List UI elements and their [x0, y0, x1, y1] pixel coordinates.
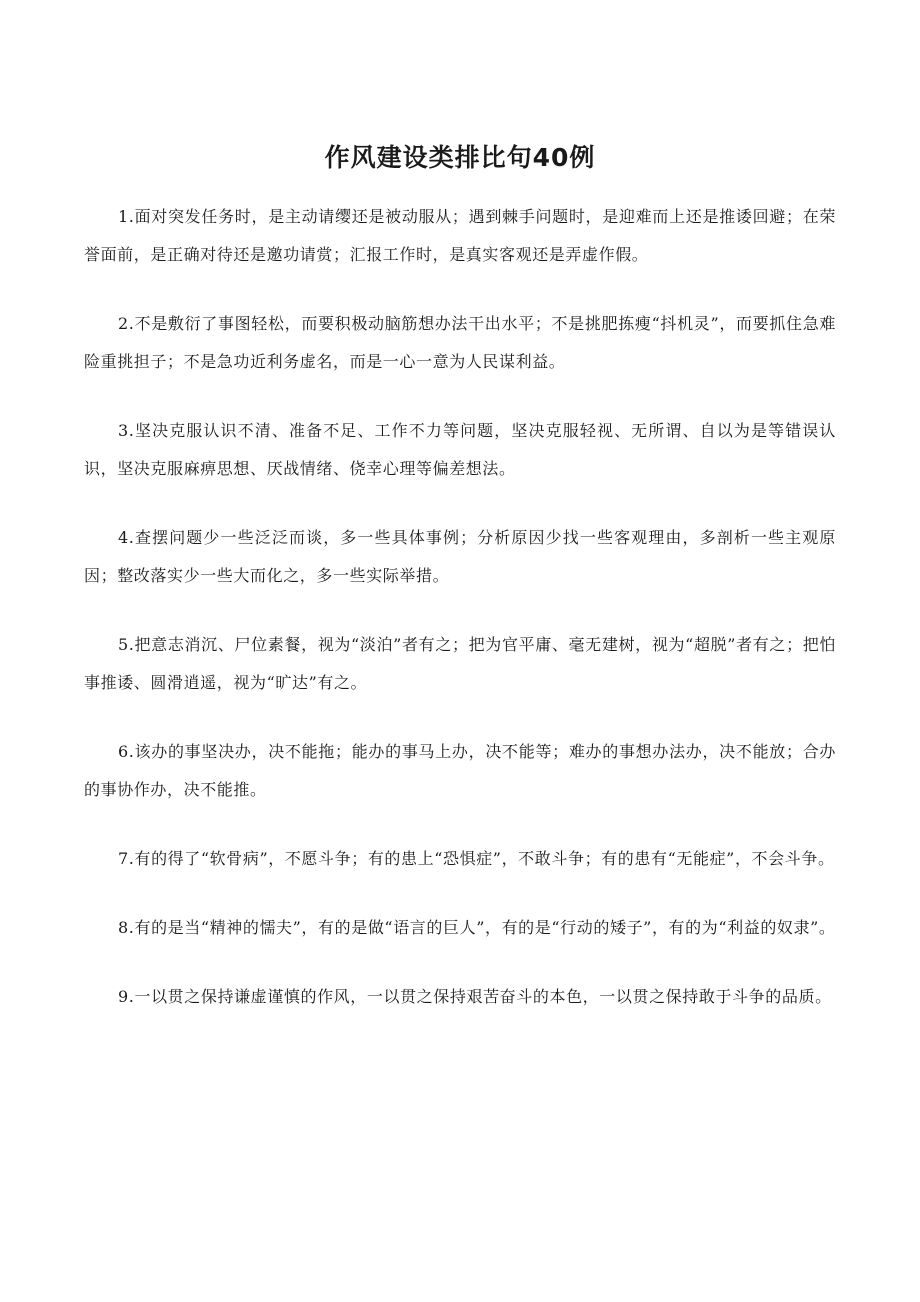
paragraph-7: 7.有的得了“软骨病”，不愿斗争；有的患上“恐惧症”，不敢斗争；有的患有“无能症”，不会斗争。: [118, 849, 835, 868]
paragraph-5: 5.把意志消沉、尸位素餐，视为“淡泊”者有之；把为官平庸、毫无建树，视为“超脱”者有之；把怕事推诿、圆滑逍遥，视为“旷达”有之。: [84, 635, 836, 692]
document-title: 作风建设类排比句40例: [324, 143, 596, 172]
paragraph-8: 8.有的是当“精神的懦夫”，有的是做“语言的巨人”，有的是“行动的矮子”，有的为“利益的奴隶”。: [118, 918, 836, 937]
paragraph-6: 6.该办的事坚决办，决不能拖；能办的事马上办，决不能等；难办的事想办法办，决不能放；合办的事协作办，决不能推。: [84, 742, 836, 799]
paragraph-1: 1.面对突发任务时，是主动请缨还是被动服从；遇到棘手问题时，是迎难而上还是推诿回避；在荣誉面前，是正确对待还是邀功请赏；汇报工作时，是真实客观还是弄虚作假。: [84, 207, 836, 264]
paragraph-3: 3.坚决克服认识不清、准备不足、工作不力等问题，坚决克服轻视、无所谓、自以为是等错误认识，坚决克服麻痹思想、厌战情绪、侥幸心理等偏差想法。: [84, 421, 836, 478]
paragraph-9: 9.一以贯之保持谦虚谨慎的作风，一以贯之保持艰苦奋斗的本色，一以贯之保持敢于斗争的品质。: [118, 987, 832, 1006]
paragraph-2: 2.不是敷衍了事图轻松，而要积极动脑筋想办法干出水平；不是挑肥拣瘦“抖机灵”，而要抓住急难险重挑担子；不是急功近利务虚名，而是一心一意为人民谋利益。: [84, 314, 836, 371]
paragraph-4: 4.查摆问题少一些泛泛而谈，多一些具体事例；分析原因少找一些客观理由，多剖析一些主观原因；整改落实少一些大而化之，多一些实际举措。: [84, 528, 836, 585]
document-body: [84, 198, 836, 1047]
